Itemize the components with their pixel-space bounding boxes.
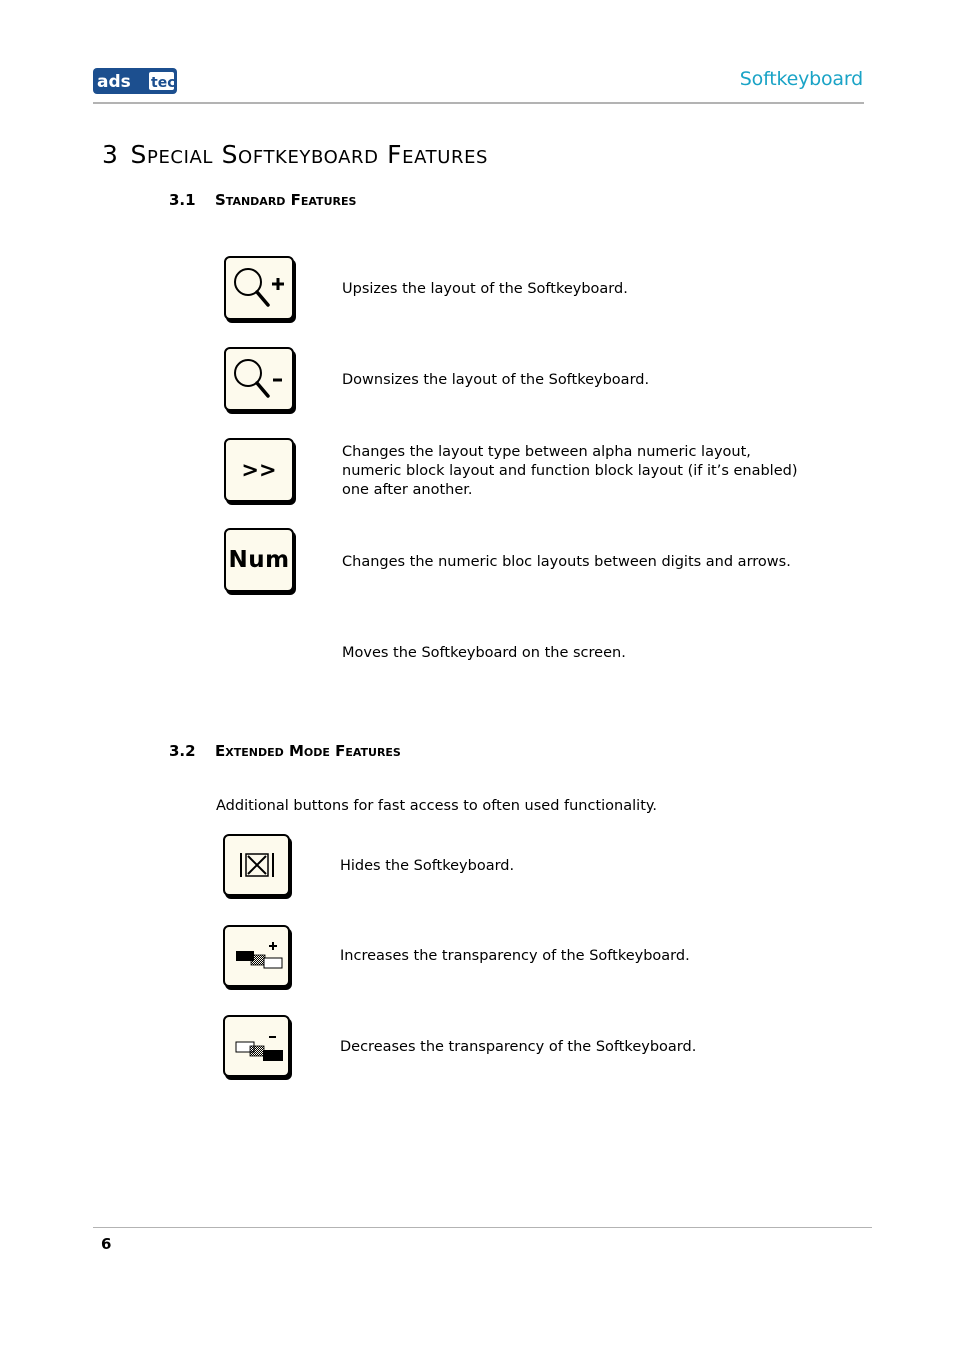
svg-text:tec: tec <box>151 75 176 91</box>
header-divider <box>93 102 864 104</box>
num-key[interactable] <box>224 528 294 592</box>
item-transparency-increase-text: Increases the transparency of the Softkeyboard. <box>340 948 690 964</box>
item-next-layout-text: Changes the layout type between alpha numeric layout, numeric block layout and function block layout (if it’s enabled) one after another. <box>342 444 798 498</box>
hide-keyboard-key[interactable] <box>223 834 290 896</box>
footer-divider <box>93 1227 872 1228</box>
section-heading <box>102 140 488 169</box>
item-zoom-in-text: Upsizes the layout of the Softkeyboard. <box>342 281 628 297</box>
adstec-logo <box>93 68 177 94</box>
subsection-title: Standard Features <box>215 191 357 209</box>
transparency-increase-icon <box>229 934 285 978</box>
subsection-heading-standard <box>169 191 356 209</box>
item-zoom-out-text: Downsizes the layout of the Softkeyboard. <box>342 372 650 388</box>
item-num-text: Changes the numeric bloc layouts between digits and arrows. <box>342 554 791 570</box>
transparency-increase-key[interactable] <box>223 925 290 987</box>
zoom-in-key[interactable] <box>224 256 294 320</box>
next-layout-key[interactable] <box>224 438 294 502</box>
subsection-title: Extended Mode Features <box>215 742 401 760</box>
extended-intro: Additional buttons for fast access to often used functionality. <box>216 798 657 814</box>
item-move-text: Moves the Softkeyboard on the screen. <box>342 645 626 661</box>
zoom-out-icon <box>228 351 290 407</box>
transparency-decrease-icon <box>229 1024 285 1068</box>
item-transparency-decrease-text: Decreases the transparency of the Softkeyboard. <box>340 1039 697 1055</box>
item-hide-text: Hides the Softkeyboard. <box>340 858 515 874</box>
hide-keyboard-icon <box>232 845 282 885</box>
header-title: Softkeyboard <box>739 68 863 90</box>
zoom-in-icon <box>228 260 290 316</box>
subsection-heading-extended <box>169 742 401 760</box>
subsection-number: 3.2 <box>169 742 196 760</box>
section-number: 3 <box>102 140 119 169</box>
num-icon: Num <box>228 547 290 573</box>
section-title: Special Softkeyboard Features <box>130 140 489 169</box>
transparency-decrease-key[interactable] <box>223 1015 290 1077</box>
svg-text:ads: ads <box>97 72 131 92</box>
page-number: 6 <box>101 1235 112 1253</box>
zoom-out-key[interactable] <box>224 347 294 411</box>
subsection-number: 3.1 <box>169 191 196 209</box>
next-layout-icon: >> <box>241 458 277 482</box>
